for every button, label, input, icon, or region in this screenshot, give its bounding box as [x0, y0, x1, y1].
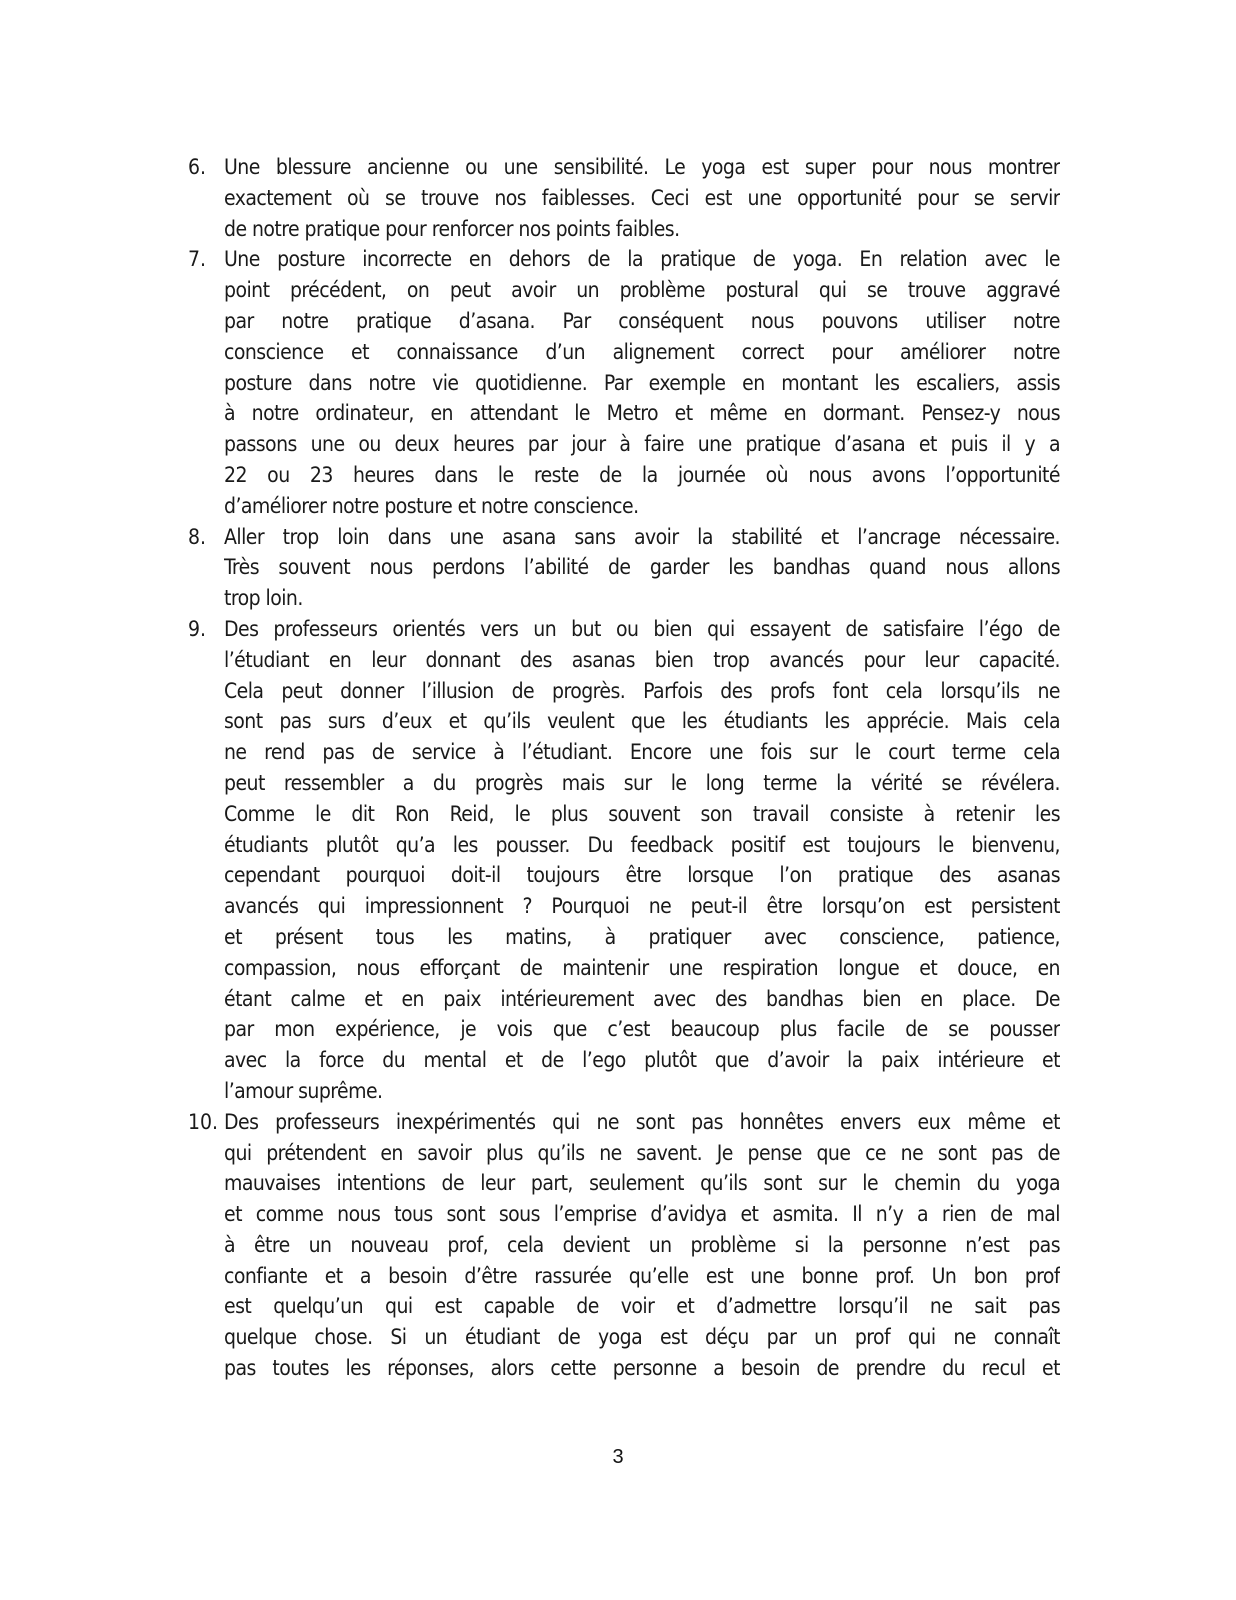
list-item-8: [188, 522, 1060, 614]
text-line: compassion, nous efforçant de maintenir une respiration longue et douce, en: [224, 955, 1060, 980]
text-line: l’étudiant en leur donnant des asanas bien trop avancés pour leur capacité.: [224, 647, 1060, 672]
list-number: 6.: [188, 155, 207, 179]
text-line: d’améliorer notre posture et notre conscience.: [224, 493, 639, 518]
text-line: cependant pourquoi doit-il toujours être lorsque l’on pratique des asanas: [224, 863, 1060, 888]
list-number: 9.: [188, 616, 207, 641]
text-line: avec la force du mental et de l’ego plutôt que d’avoir la paix intérieure et: [224, 1048, 1060, 1073]
text-line: ne rend pas de service à l’étudiant. Encore une fois sur le court terme cela: [224, 740, 1060, 765]
text-line: Des professeurs orientés vers un but ou bien qui essayent de satisfaire l’égo de: [224, 616, 1060, 641]
text-line: passons une ou deux heures par jour à faire une pratique d’asana et puis il y a: [224, 432, 1060, 457]
text-line: peut ressembler a du progrès mais sur le long terme la vérité se révélera.: [224, 770, 1060, 795]
text-line: sont pas surs d’eux et qu’ils veulent que les étudiants les apprécie. Mais cela: [224, 709, 1060, 734]
text-line: à notre ordinateur, en attendant le Metro et même en dormant. Pensez-y nous: [224, 401, 1060, 426]
text-line: Comme le dit Ron Reid, le plus souvent son travail consiste à retenir les: [224, 801, 1060, 826]
text-line: étudiants plutôt qu’a les pousser. Du feedback positif est toujours le bienvenu,: [224, 832, 1060, 857]
text-line: exactement où se trouve nos faiblesses. Ceci est une opportunité pour se servir: [224, 185, 1060, 210]
text-line: par mon expérience, je vois que c’est beaucoup plus facile de se pousser: [224, 1017, 1060, 1042]
text-line: posture dans notre vie quotidienne. Par exemple en montant les escaliers, assis: [224, 370, 1060, 395]
text-line: par notre pratique d’asana. Par conséquent nous pouvons utiliser notre: [224, 308, 1060, 333]
text-line: Des professeurs inexpérimentés qui ne sont pas honnêtes envers eux même et: [224, 1109, 1060, 1134]
list-number: 8.: [188, 524, 207, 549]
text-line: avancés qui impressionnent ? Pourquoi ne peut-il être lorsqu’on est persistent: [224, 894, 1060, 919]
text-line: à être un nouveau prof, cela devient un problème si la personne n’est pas: [224, 1232, 1060, 1257]
list-number: 7.: [188, 247, 207, 272]
list-number: 10.: [188, 1109, 219, 1134]
list-item-6: [188, 152, 1060, 244]
text-line: Très souvent nous perdons l’abilité de garder les bandhas quand nous allons: [224, 555, 1060, 580]
text-line: Aller trop loin dans une asana sans avoir la stabilité et l’ancrage nécessaire.: [224, 524, 1060, 549]
text-line: et présent tous les matins, à pratiquer avec conscience, patience,: [224, 924, 1060, 949]
list-item-9: [188, 614, 1060, 1107]
text-line: 22 ou 23 heures dans le reste de la journée où nous avons l’opportunité: [224, 462, 1060, 487]
text-line: Cela peut donner l’illusion de progrès. Parfois des profs font cela lorsqu’ils ne: [224, 678, 1060, 703]
text-line: conscience et connaissance d’un alignement correct pour améliorer notre: [224, 339, 1060, 364]
numbered-list: [188, 152, 1060, 1384]
text-line: quelque chose. Si un étudiant de yoga est déçu par un prof qui ne connaît: [224, 1325, 1060, 1350]
list-item-7: [188, 244, 1060, 521]
text-line: qui prétendent en savoir plus qu’ils ne savent. Je pense que ce ne sont pas de: [224, 1140, 1060, 1165]
text-line: pas toutes les réponses, alors cette personne a besoin de prendre du recul et: [224, 1356, 1060, 1381]
text-line: l’amour suprême.: [224, 1078, 383, 1103]
text-line: mauvaises intentions de leur part, seulement qu’ils sont sur le chemin du yoga: [224, 1171, 1060, 1196]
text-line: est quelqu’un qui est capable de voir et d’admettre lorsqu’il ne sait pas: [224, 1294, 1060, 1319]
text-line: confiante et a besoin d’être rassurée qu’elle est une bonne prof. Un bon prof: [224, 1263, 1060, 1288]
list-item-10: [188, 1107, 1060, 1384]
text-line: Une blessure ancienne ou une sensibilité. Le yoga est super pour nous montrer: [224, 155, 1060, 179]
text-line: et comme nous tous sont sous l’emprise d’avidya et asmita. Il n’y a rien de mal: [224, 1202, 1060, 1227]
text-line: Une posture incorrecte en dehors de la pratique de yoga. En relation avec le: [224, 247, 1060, 272]
text-line: point précédent, on peut avoir un problème postural qui se trouve aggravé: [224, 278, 1060, 303]
text-line: de notre pratique pour renforcer nos points faibles.: [224, 216, 680, 241]
text-line: trop loin.: [224, 586, 303, 611]
text-line: étant calme et en paix intérieurement avec des bandhas bien en place. De: [224, 986, 1060, 1011]
page-number: 3: [612, 1446, 624, 1468]
